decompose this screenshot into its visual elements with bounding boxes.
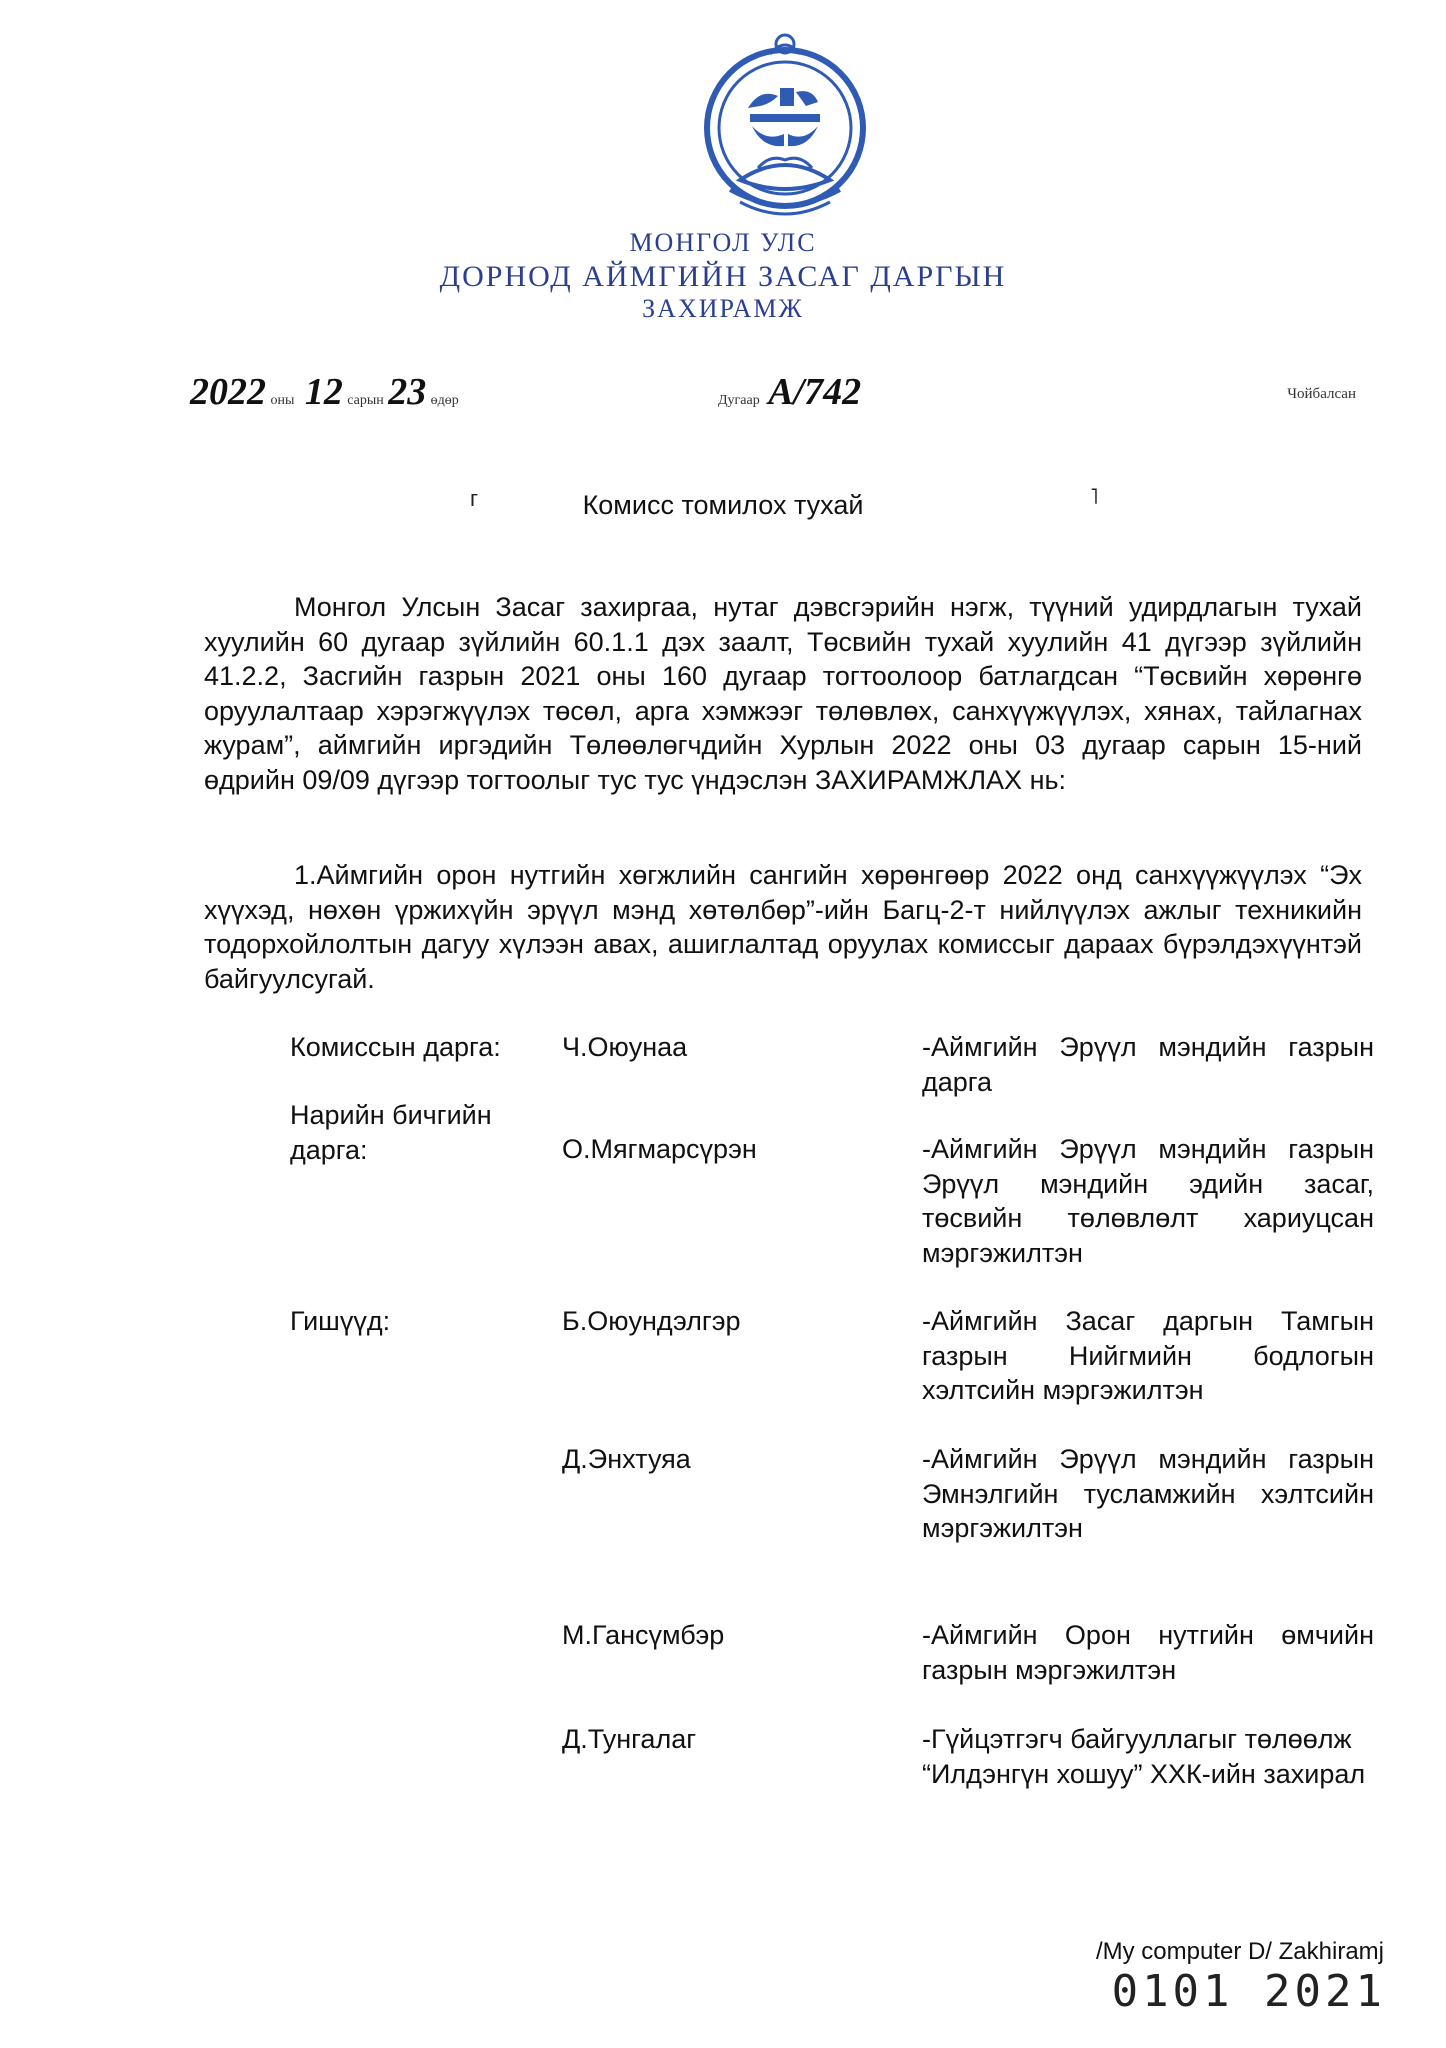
date-field [190, 370, 459, 414]
number-field [718, 370, 861, 414]
member-position-line: “Илдэнгүн хошуу” ХХК-ийн захирал [922, 1758, 1366, 1789]
title-right-bracket: ˥ [1090, 484, 1099, 509]
date-day-suffix: өдөр [430, 393, 459, 408]
place-label: Чойбалсан [1287, 386, 1356, 402]
member-name: Д.Энхтуяа [562, 1444, 691, 1474]
date-year-suffix: оны [270, 393, 295, 408]
state-emblem-icon [700, 30, 870, 230]
header-doc-type: ЗАХИРАМЖ [642, 294, 804, 323]
member-name: Д.Тунгалаг [562, 1724, 697, 1754]
number-value: А/742 [768, 371, 862, 413]
date-month-suffix: сарын [347, 393, 384, 408]
member-name: О.Мягмарсүрэн [562, 1134, 757, 1164]
preamble-paragraph: Монгол Улсын Засаг захиргаа, нутаг дэвсгэрийн нэгж, түүний удирдлагын тухай хуулийн 60 дугаар зүйлийн 60.1.1 дэх заалт, Төсвийн тухай хуулийн 41 дүгээр зүйлийн 41.2.2, Засгийн газрын 2021 оны 160 дугаар тогтоолоор батлагдсан “Төсвийн хөрөнгө оруулалтаар хэрэгжүүлэх төсөл, арга хэмжээг төлөвлөх, санхүүжүүлэх, хянах, тайлагнах журам”, аймгийн иргэдийн Төлөөлөгчдийн Хурлын 2022 оны 03 дугаар сарын 15-ний өдрийн 09/09 дүгээр тогтоолыг тус тус үндэслэн ЗАХИРАМЖЛАХ нь: [204, 592, 1362, 795]
member-position: -Аймгийн Орон нутгийн өмчийн газрын мэргэжилтэн [922, 1620, 1374, 1685]
member-role: Нарийн бичгийн дарга: [290, 1100, 492, 1165]
member-name: Б.Оюундэлгэр [562, 1306, 741, 1336]
title-left-bracket: г [470, 486, 479, 511]
member-position: -Аймгийн Эрүүл мэндийн газрын дарга [922, 1032, 1374, 1097]
date-day: 23 [388, 371, 427, 413]
header-authority: ДОРНОД АЙМГИЙН ЗАСАГ ДАРГЫН [439, 260, 1007, 293]
member-position-line: -Гүйцэтгэгч байгууллагыг төлөөлж [922, 1724, 1352, 1754]
member-position: -Аймгийн Засаг даргын Тамгын газрын Нийгмийн бодлогын хэлтсийн мэргэжилтэн [922, 1306, 1374, 1405]
member-position: -Аймгийн Эрүүл мэндийн газрын Эмнэлгийн тусламжийн хэлтсийн мэргэжилтэн [922, 1444, 1374, 1543]
date-month: 12 [304, 371, 343, 413]
member-role: Гишүүд: [290, 1306, 391, 1336]
document-title: Комисс томилох тухай [582, 490, 864, 520]
registry-stamp: 0101 2021 [1111, 1966, 1386, 2017]
member-name: Ч.Оюунаа [562, 1032, 688, 1062]
member-position: -Аймгийн Эрүүл мэндийн газрын Эрүүл мэндийн эдийн засаг, төсвийн төлөвлөлт хариуцсан мэргэжилтэн [922, 1134, 1374, 1268]
member-position [922, 1722, 1374, 1791]
member-role: Комиссын дарга: [290, 1032, 501, 1062]
file-path-note: /My computer D/ Zakhiramj [1095, 1938, 1384, 1965]
header-country: МОНГОЛ УЛС [629, 228, 817, 257]
number-label: Дугаар [718, 393, 760, 408]
date-year: 2022 [190, 371, 266, 413]
member-name: М.Гансүмбэр [562, 1620, 725, 1650]
order-paragraph-1: 1.Аймгийн орон нутгийн хөгжлийн сангийн хөрөнгөөр 2022 онд санхүүжүүлэх “Эх хүүхэд, нөхөн үржихүйн эрүүл мэнд хөтөлбөр”-ийн Багц-2-т нийлүүлэх ажлыг техникийн тодорхойлолтын дагуу хүлээн авах, ашиглалтад оруулах комиссыг дараах бүрэлдэхүүнтэй байгуулсугай. [204, 860, 1362, 994]
